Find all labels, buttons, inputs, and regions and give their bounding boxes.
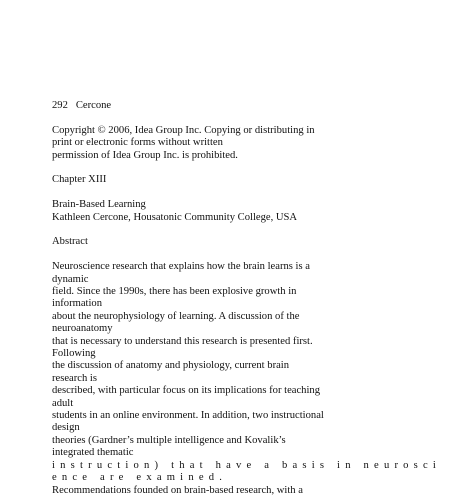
abstract-line: Following	[52, 348, 96, 360]
abstract-line: theories (Gardner’s multiple intelligence and Kovalik’s	[52, 434, 286, 446]
chapter-label: Chapter XIII	[52, 174, 107, 186]
abstract-line: that is necessary to understand this research is presented first.	[52, 335, 313, 347]
abstract-line: information	[52, 298, 103, 310]
abstract-line: adult	[52, 397, 74, 409]
abstract-line: ence are examined.	[52, 472, 228, 484]
abstract-line: the discussion of anatomy and physiology, current brain	[52, 360, 290, 372]
abstract-line: dynamic	[52, 273, 89, 285]
abstract-line: neuroanatomy	[52, 323, 113, 335]
abstract-line: integrated thematic	[52, 447, 134, 459]
copyright-line: Copyright © 2006, Idea Group Inc. Copying or distributing in	[52, 124, 315, 136]
abstract-line: Recommendations founded on brain-based research, with a	[52, 484, 303, 496]
copyright-line: permission of Idea Group Inc. is prohibited.	[52, 149, 238, 161]
abstract-line: research is	[52, 372, 97, 384]
abstract-heading: Abstract	[52, 236, 88, 248]
abstract-line: students in an online environment. In addition, two instructional	[52, 410, 324, 422]
abstract-line: field. Since the 1990s, there has been explosive growth in	[52, 286, 297, 298]
chapter-title: Brain-Based Learning	[52, 199, 146, 211]
copyright-line: print or electronic forms without written	[52, 137, 223, 149]
running-author: Cercone	[75, 100, 112, 111]
abstract-line: design	[52, 422, 80, 434]
page-header	[52, 100, 432, 112]
abstract-line: described, with particular focus on its implications for teaching	[52, 385, 321, 397]
abstract-line: about the neurophysiology of learning. A discussion of the	[52, 310, 300, 322]
abstract-body	[52, 261, 442, 497]
abstract-line: Neuroscience research that explains how the brain learns is a	[52, 261, 310, 273]
document-page	[52, 100, 442, 497]
page-number: 292	[52, 100, 68, 111]
abstract-line: instruction) that have a basis in neurosci	[52, 459, 442, 471]
author-byline: Kathleen Cercone, Housatonic Community College, USA	[52, 211, 298, 223]
copyright-notice	[52, 125, 432, 162]
